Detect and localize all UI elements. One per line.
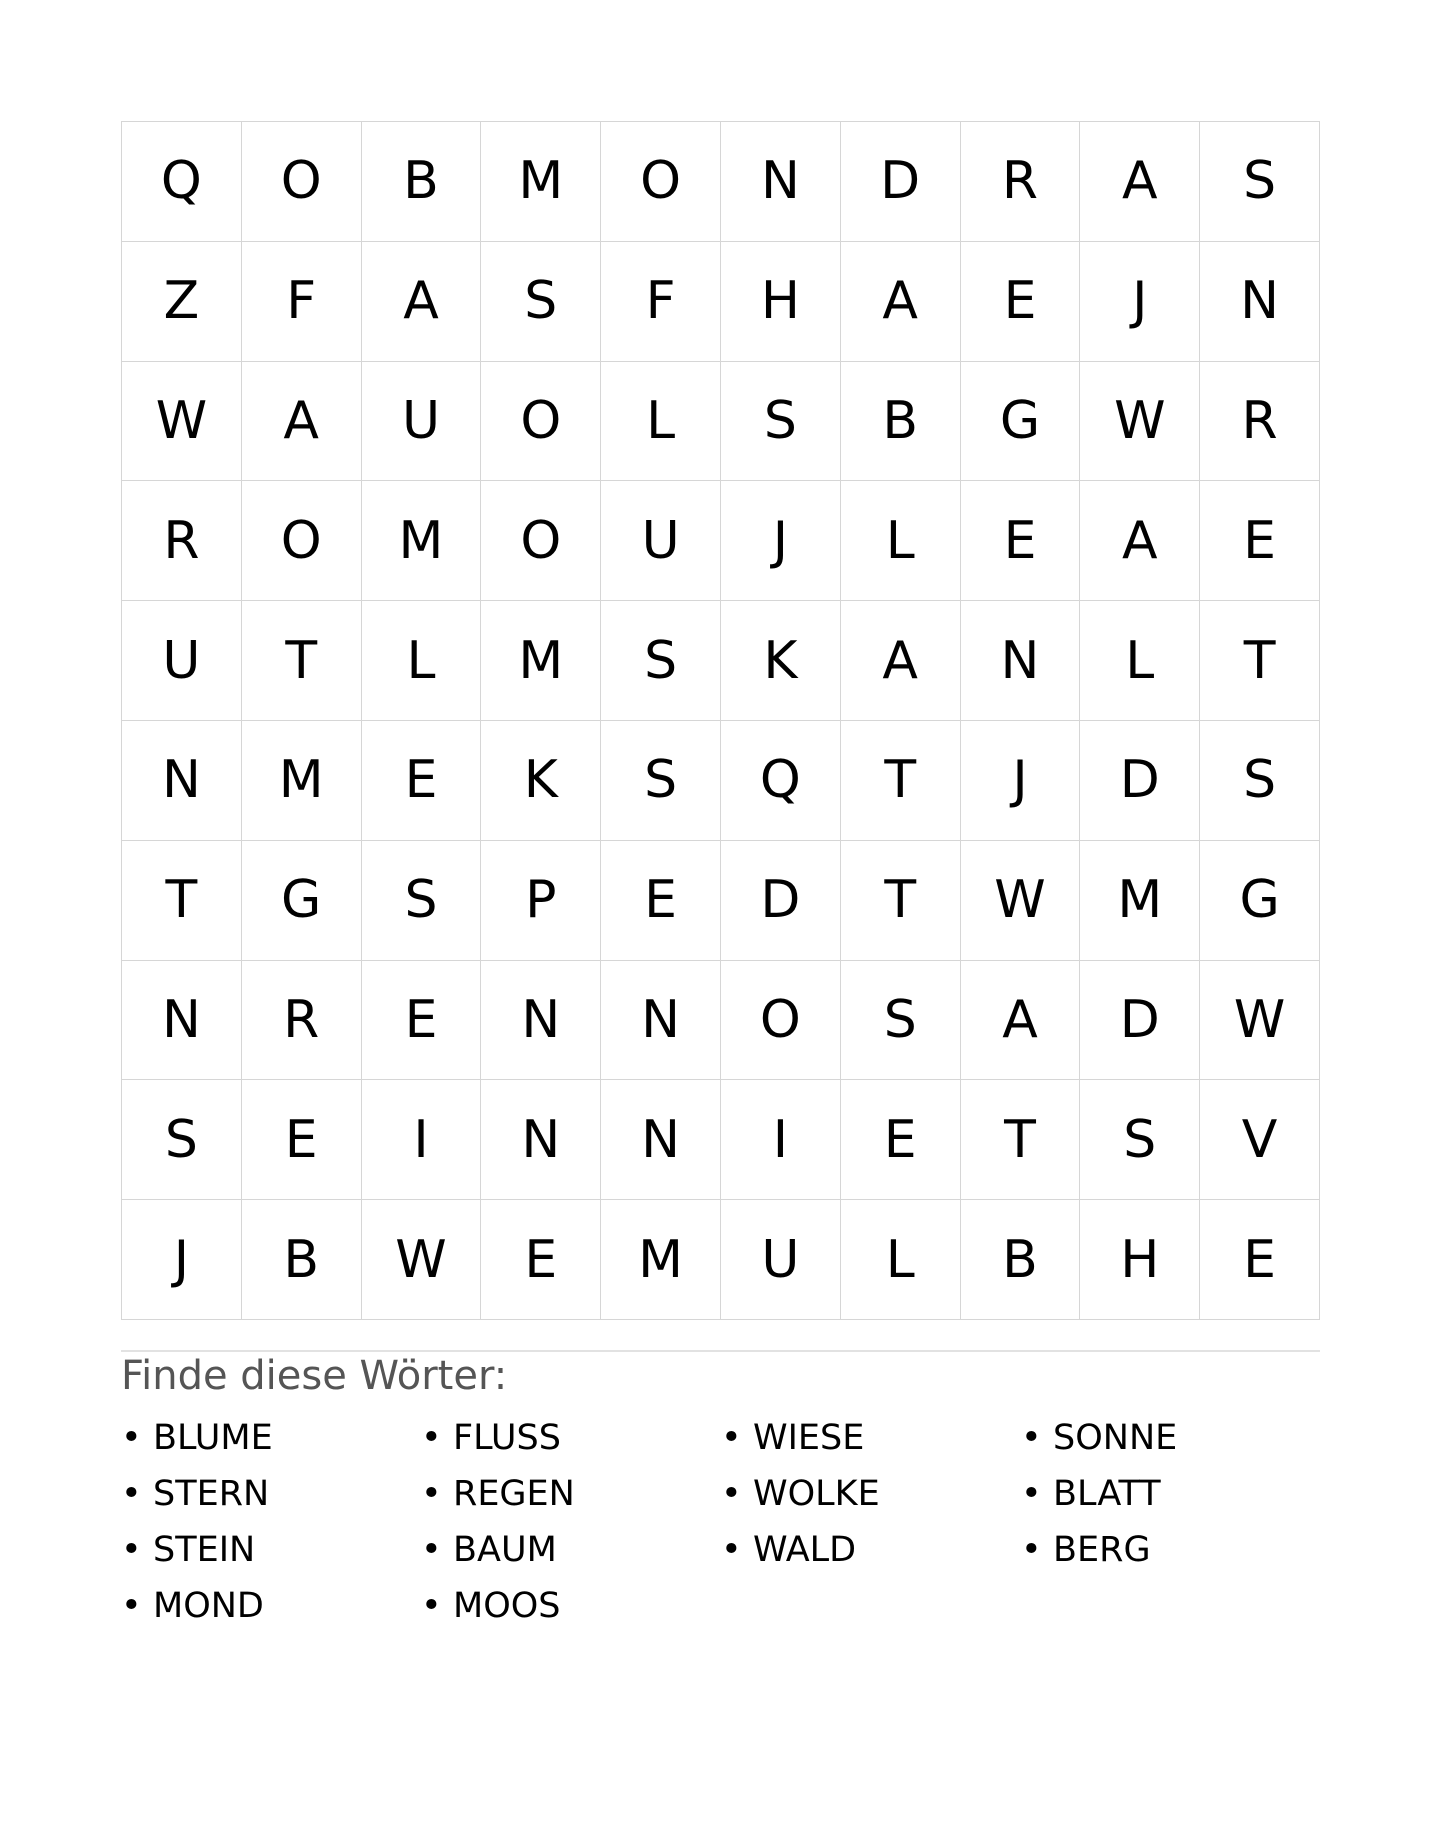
bullet-icon: • — [1021, 1418, 1042, 1458]
grid-cell[interactable]: E — [841, 1080, 961, 1200]
grid-cell[interactable]: U — [362, 362, 482, 482]
grid-cell[interactable]: N — [481, 961, 601, 1081]
word-list-item — [121, 1466, 421, 1522]
grid-cell[interactable]: N — [721, 122, 841, 242]
grid-cell[interactable]: U — [122, 601, 242, 721]
word-list-item — [721, 1522, 1021, 1578]
grid-cell[interactable]: S — [1080, 1080, 1200, 1200]
grid-cell[interactable]: N — [601, 961, 721, 1081]
grid-cell[interactable]: A — [841, 242, 961, 362]
grid-cell[interactable]: L — [1080, 601, 1200, 721]
grid-cell[interactable]: G — [1200, 841, 1320, 961]
bullet-icon: • — [721, 1418, 742, 1458]
grid-cell[interactable]: L — [601, 362, 721, 482]
grid-cell[interactable]: O — [242, 481, 362, 601]
word-label: BLATT — [1053, 1474, 1161, 1514]
grid-cell[interactable]: Q — [721, 721, 841, 841]
grid-cell[interactable]: G — [961, 362, 1081, 482]
grid-cell[interactable]: M — [362, 481, 482, 601]
word-label: MOOS — [453, 1586, 561, 1626]
grid-cell[interactable]: G — [242, 841, 362, 961]
grid-cell[interactable]: W — [362, 1200, 482, 1320]
grid-cell[interactable]: E — [1200, 481, 1320, 601]
grid-cell[interactable]: H — [721, 242, 841, 362]
grid-cell[interactable]: N — [122, 721, 242, 841]
grid-cell[interactable]: B — [242, 1200, 362, 1320]
grid-cell[interactable]: L — [841, 481, 961, 601]
word-label: SONNE — [1053, 1418, 1178, 1458]
grid-cell[interactable]: S — [841, 961, 961, 1081]
word-label: BLUME — [153, 1418, 273, 1458]
grid-cell[interactable]: B — [362, 122, 482, 242]
grid-cell[interactable]: S — [481, 242, 601, 362]
word-label: STEIN — [153, 1530, 256, 1570]
grid-cell[interactable]: T — [841, 721, 961, 841]
word-label: WIESE — [753, 1418, 865, 1458]
grid-cell[interactable]: A — [1080, 481, 1200, 601]
grid-cell[interactable]: J — [721, 481, 841, 601]
grid-cell[interactable]: A — [841, 601, 961, 721]
grid-cell[interactable]: O — [481, 362, 601, 482]
grid-cell[interactable]: W — [1080, 362, 1200, 482]
grid-cell[interactable]: J — [1080, 242, 1200, 362]
letter-grid — [121, 121, 1320, 1320]
grid-cell[interactable]: A — [961, 961, 1081, 1081]
grid-cell[interactable]: S — [721, 362, 841, 482]
grid-cell[interactable]: S — [1200, 122, 1320, 242]
bullet-icon: • — [721, 1474, 742, 1514]
word-list-item — [721, 1410, 1021, 1466]
bullet-icon: • — [421, 1530, 442, 1570]
grid-cell[interactable]: L — [841, 1200, 961, 1320]
grid-cell[interactable]: D — [841, 122, 961, 242]
grid-cell[interactable]: F — [601, 242, 721, 362]
grid-cell[interactable]: E — [601, 841, 721, 961]
word-list-item — [1021, 1466, 1321, 1522]
word-list-item — [421, 1410, 721, 1466]
grid-cell[interactable]: Q — [122, 122, 242, 242]
word-list — [121, 1410, 1320, 1634]
grid-cell[interactable]: E — [961, 242, 1081, 362]
grid-cell[interactable]: N — [481, 1080, 601, 1200]
word-list-item — [421, 1522, 721, 1578]
word-list-item — [721, 1466, 1021, 1522]
grid-cell[interactable]: O — [721, 961, 841, 1081]
grid-cell[interactable]: W — [961, 841, 1081, 961]
word-list-title: Finde diese Wörter: — [121, 1353, 508, 1399]
word-list-item — [1021, 1410, 1321, 1466]
grid-cell[interactable]: O — [481, 481, 601, 601]
grid-cell[interactable]: M — [481, 601, 601, 721]
bullet-icon: • — [121, 1530, 142, 1570]
word-list-item — [121, 1522, 421, 1578]
grid-cell[interactable]: K — [481, 721, 601, 841]
grid-cell[interactable]: B — [961, 1200, 1081, 1320]
bullet-icon: • — [1021, 1530, 1042, 1570]
grid-cell[interactable]: E — [362, 961, 482, 1081]
bullet-icon: • — [121, 1586, 142, 1626]
grid-cell[interactable]: S — [122, 1080, 242, 1200]
word-label: REGEN — [453, 1474, 575, 1514]
grid-cell[interactable]: N — [1200, 242, 1320, 362]
grid-cell[interactable]: Z — [122, 242, 242, 362]
grid-cell[interactable]: S — [601, 601, 721, 721]
grid-cell[interactable]: S — [362, 841, 482, 961]
bullet-icon: • — [121, 1474, 142, 1514]
word-label: BAUM — [453, 1530, 557, 1570]
word-label: FLUSS — [453, 1418, 561, 1458]
grid-cell[interactable]: T — [242, 601, 362, 721]
grid-cell[interactable]: A — [1080, 122, 1200, 242]
grid-cell[interactable]: B — [841, 362, 961, 482]
grid-cell[interactable]: S — [1200, 721, 1320, 841]
grid-cell[interactable]: A — [242, 362, 362, 482]
grid-cell[interactable]: D — [1080, 961, 1200, 1081]
grid-cell[interactable]: J — [122, 1200, 242, 1320]
grid-cell[interactable]: M — [242, 721, 362, 841]
grid-cell[interactable]: R — [122, 481, 242, 601]
grid-cell[interactable]: T — [122, 841, 242, 961]
grid-cell[interactable]: L — [362, 601, 482, 721]
word-label: WOLKE — [753, 1474, 880, 1514]
bullet-icon: • — [721, 1530, 742, 1570]
grid-cell[interactable]: N — [601, 1080, 721, 1200]
grid-cell[interactable]: E — [362, 721, 482, 841]
grid-cell[interactable]: V — [1200, 1080, 1320, 1200]
bullet-icon: • — [421, 1586, 442, 1626]
grid-cell[interactable]: E — [961, 481, 1081, 601]
grid-cell[interactable]: I — [721, 1080, 841, 1200]
grid-cell[interactable]: U — [601, 481, 721, 601]
grid-cell[interactable]: T — [961, 1080, 1081, 1200]
bullet-icon: • — [421, 1474, 442, 1514]
word-label: BERG — [1053, 1530, 1151, 1570]
grid-cell[interactable]: N — [961, 601, 1081, 721]
grid-cell[interactable]: O — [242, 122, 362, 242]
grid-cell[interactable]: D — [721, 841, 841, 961]
grid-cell[interactable]: M — [481, 122, 601, 242]
bullet-icon: • — [1021, 1474, 1042, 1514]
grid-cell[interactable]: M — [601, 1200, 721, 1320]
word-label: STERN — [153, 1474, 270, 1514]
grid-cell[interactable]: A — [362, 242, 482, 362]
grid-cell[interactable]: S — [601, 721, 721, 841]
grid-cell[interactable]: M — [1080, 841, 1200, 961]
grid-cell[interactable]: D — [1080, 721, 1200, 841]
word-list-item — [1021, 1522, 1321, 1578]
word-label: MOND — [153, 1586, 264, 1626]
grid-cell[interactable]: K — [721, 601, 841, 721]
grid-cell[interactable]: E — [1200, 1200, 1320, 1320]
grid-cell[interactable]: F — [242, 242, 362, 362]
grid-cell[interactable]: U — [721, 1200, 841, 1320]
bullet-icon: • — [121, 1418, 142, 1458]
word-list-item — [121, 1410, 421, 1466]
grid-cell[interactable]: R — [242, 961, 362, 1081]
grid-cell[interactable]: R — [961, 122, 1081, 242]
grid-cell[interactable]: O — [601, 122, 721, 242]
grid-cell[interactable]: E — [242, 1080, 362, 1200]
grid-cell[interactable]: T — [1200, 601, 1320, 721]
grid-cell[interactable]: P — [481, 841, 601, 961]
word-label: WALD — [753, 1530, 857, 1570]
grid-cell[interactable]: W — [1200, 961, 1320, 1081]
grid-cell[interactable]: E — [481, 1200, 601, 1320]
grid-cell[interactable]: I — [362, 1080, 482, 1200]
grid-cell[interactable]: R — [1200, 362, 1320, 482]
word-list-item — [421, 1578, 721, 1634]
word-list-item — [421, 1466, 721, 1522]
grid-cell[interactable]: N — [122, 961, 242, 1081]
grid-cell[interactable]: W — [122, 362, 242, 482]
grid-cell[interactable]: H — [1080, 1200, 1200, 1320]
grid-cell[interactable]: J — [961, 721, 1081, 841]
bullet-icon: • — [421, 1418, 442, 1458]
word-list-item — [121, 1578, 421, 1634]
grid-cell[interactable]: T — [841, 841, 961, 961]
